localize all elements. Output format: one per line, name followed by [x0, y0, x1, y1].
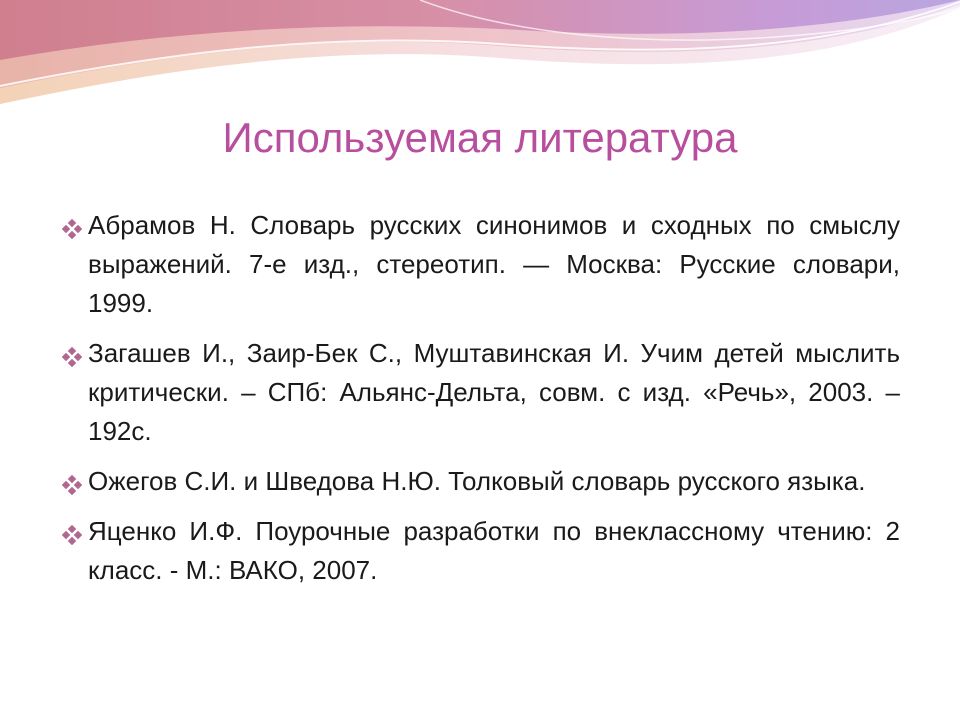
- reference-text: Ожегов С.И. и Шведова Н.Ю. Толковый словарь русского языка.: [88, 466, 866, 496]
- decorative-wave-banner: [0, 0, 960, 110]
- reference-item: [60, 206, 900, 323]
- reference-text: Яценко И.Ф. Поурочные разработки по внеклассному чтению: 2 класс. - М.: ВАКО, 2007.: [88, 516, 900, 585]
- diamond-quad-bullet-icon: [62, 219, 82, 239]
- reference-item: [60, 512, 900, 590]
- reference-text: Загашев И., Заир-Бек С., Муштавинская И. Учим детей мыслить критически. – СПб: Альянс-Дельта, совм. с изд. «Речь», 2003. – 192с.: [88, 338, 900, 446]
- diamond-quad-bullet-icon: [62, 475, 82, 495]
- reference-item: [60, 334, 900, 451]
- reference-list: [60, 206, 900, 601]
- diamond-quad-bullet-icon: [62, 347, 82, 367]
- reference-item: [60, 462, 900, 501]
- diamond-quad-bullet-icon: [62, 525, 82, 545]
- reference-text: Абрамов Н. Словарь русских синонимов и сходных по смыслу выражений. 7-е изд., стереотип. — Москва: Русские словари, 1999.: [88, 210, 900, 318]
- slide-title: Используемая литература: [222, 114, 738, 161]
